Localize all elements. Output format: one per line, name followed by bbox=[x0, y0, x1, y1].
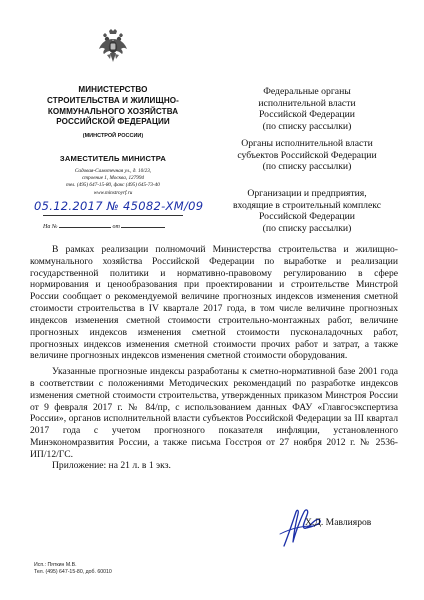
russian-coat-of-arms-icon bbox=[98, 29, 128, 63]
executor-name: Исп.: Пяткин М.В. bbox=[34, 562, 77, 568]
recipient-line: входящие в строительный комплекс bbox=[232, 199, 382, 211]
executor-info bbox=[34, 562, 112, 576]
address-line: тел. (495) 647-15-80, факс (495) 645-73-40 bbox=[66, 182, 160, 189]
ministry-line: МИНИСТЕРСТВО bbox=[78, 85, 148, 94]
recipient-line: Российской Федерации bbox=[259, 211, 355, 222]
recipient-line: Российской Федерации bbox=[259, 109, 355, 120]
reference-prefix: На № bbox=[43, 224, 58, 230]
recipient-regional-bodies bbox=[232, 138, 382, 173]
executor-phone: Тел. (495) 647-15-80, доб. 60010 bbox=[34, 569, 112, 575]
reference-from: от bbox=[112, 224, 120, 230]
recipient-line: субъектов Российской Федерации bbox=[237, 149, 377, 161]
recipient-line: (по списку рассылки) bbox=[262, 222, 352, 234]
recipient-line: исполнительной власти bbox=[258, 97, 356, 109]
letter-body bbox=[30, 244, 398, 461]
recipient-line: Федеральные органы bbox=[263, 86, 351, 97]
ministry-line: КОММУНАЛЬНОГО ХОЗЯЙСТВА bbox=[47, 106, 179, 116]
recipient-line: (по списку рассылки) bbox=[262, 120, 352, 132]
sender-position: ЗАМЕСТИТЕЛЬ МИНИСТРА bbox=[59, 154, 167, 163]
outgoing-number-handwritten: 05.12.2017 № 45082-ХМ/09 bbox=[34, 199, 204, 213]
registration-underline bbox=[43, 215, 183, 217]
ministry-name bbox=[40, 85, 186, 128]
signer-name: Х.Д. Мавлияров bbox=[305, 517, 372, 528]
recipient-line: Органы исполнительной власти bbox=[241, 138, 373, 149]
address-line: www.minstroyrf.ru bbox=[93, 189, 133, 196]
recipient-line: Организации и предприятия, bbox=[247, 188, 367, 199]
body-paragraph: Указанные прогнозные индексы разработаны к сметно-нормативной базе 2001 года в соответствии с положениями Методических рекомендаций по разработке индексов изменения сметной стоимости строительства, утвержденных приказом Минстроя России от 9 февраля 2017 г. № 84/пр, с использованием данных ФАУ «Главгосэкспертиза России», органов исполнительной власти субъектов Российской Федерации за III квартал 2017 года с учетом прогнозного показателя инфляции, установленного Минэкономразвития России, а также письма Госстроя от 27 ноября 2012 г. № 2536-ИП/12/ГС. bbox=[30, 366, 398, 460]
reference-number-blank bbox=[59, 221, 111, 228]
reference-date-blank bbox=[121, 221, 165, 228]
recipient-federal-bodies bbox=[232, 86, 382, 132]
recipient-organizations bbox=[232, 188, 382, 234]
ministry-line: СТРОИТЕЛЬСТВА И ЖИЛИЩНО- bbox=[47, 95, 179, 105]
recipient-line: (по списку рассылки) bbox=[262, 161, 352, 172]
ministry-short-name: (МИНСТРОЙ РОССИИ) bbox=[82, 133, 144, 139]
address-line: строение 1, Москва, 127994 bbox=[81, 175, 145, 182]
attachment-note: Приложение: на 21 л. в 1 экз. bbox=[52, 460, 171, 471]
address-line: Садовая-Самотечная ул., д. 10/23, bbox=[74, 168, 152, 174]
ministry-address bbox=[40, 168, 186, 197]
body-paragraph: В рамках реализации полномочий Министерства строительства и жилищно-коммунального хозяйства Российской Федерации по выработке и реализации государственной политики и нормативно-правовому регулированию в сфере нормирования и ценообразования при проектировании и строительстве Минстрой России сообщает о рекомендуемой величине прогнозных индексов изменения сметной стоимости строительства в IV квартале 2017 года, в том числе величине прогнозных индексов изменения сметной стоимости строительно-монтажных работ, величине прогнозных индексов изменения сметной стоимости пусконаладочных работ, прогнозных индексов изменения сметной стоимости прочих работ и затрат, а также величине прогнозных индексов изменения сметной стоимости оборудования. bbox=[30, 244, 398, 362]
ministry-line: РОССИЙСКОЙ ФЕДЕРАЦИИ bbox=[56, 117, 170, 127]
reference-line bbox=[43, 221, 165, 230]
